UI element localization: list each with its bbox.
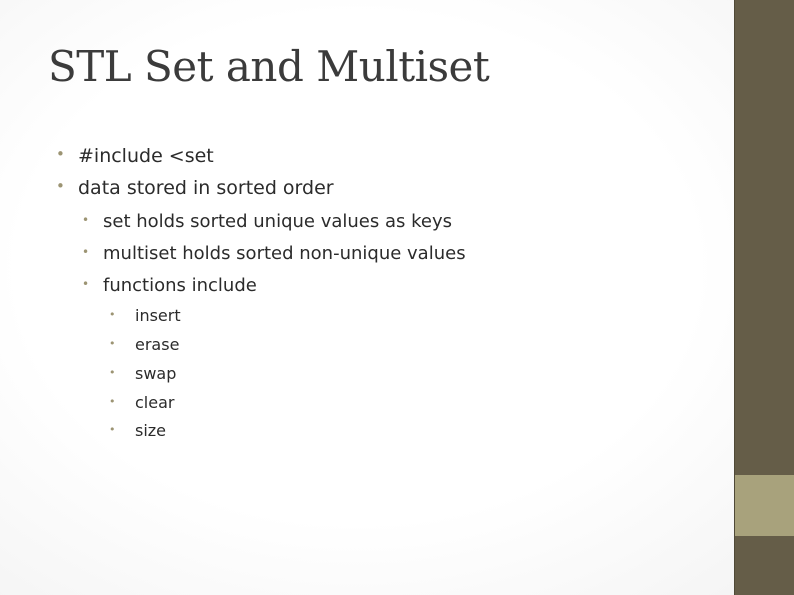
bullet-item-include xyxy=(56,145,214,167)
bullet-text: set holds sorted unique values as keys xyxy=(103,211,452,232)
bullet-text: swap xyxy=(135,364,177,383)
bullet-icon: • xyxy=(109,366,116,379)
bullet-icon: • xyxy=(56,145,65,163)
bullet-text: data stored in sorted order xyxy=(78,177,334,199)
bullet-icon: • xyxy=(109,423,116,436)
bullet-text: functions include xyxy=(103,275,257,296)
bullet-item-erase xyxy=(109,335,180,354)
bullet-icon: • xyxy=(56,177,65,195)
bullet-text: size xyxy=(135,421,167,440)
bullet-text: clear xyxy=(135,393,175,412)
bullet-item-sorted-order xyxy=(56,177,334,199)
bullet-icon: • xyxy=(82,245,90,259)
bullet-text: multiset holds sorted non-unique values xyxy=(103,243,466,264)
bullet-text: erase xyxy=(135,335,180,354)
bullet-text: #include <set xyxy=(78,145,214,167)
bullet-text: insert xyxy=(135,306,181,325)
bullet-item-set xyxy=(82,211,452,232)
slide-title: STL Set and Multiset xyxy=(48,42,490,91)
bullet-icon: • xyxy=(82,213,90,227)
bullet-icon: • xyxy=(109,395,116,408)
bullet-item-multiset xyxy=(82,243,466,264)
bullet-icon: • xyxy=(109,337,116,350)
bullet-item-functions xyxy=(82,275,257,296)
bullet-item-clear xyxy=(109,393,175,412)
bullet-icon: • xyxy=(109,308,116,321)
bullet-item-swap xyxy=(109,364,177,383)
bullet-item-size xyxy=(109,421,167,440)
bullet-icon: • xyxy=(82,277,90,291)
bullet-item-insert xyxy=(109,306,181,325)
sidebar-accent-block xyxy=(735,475,794,536)
